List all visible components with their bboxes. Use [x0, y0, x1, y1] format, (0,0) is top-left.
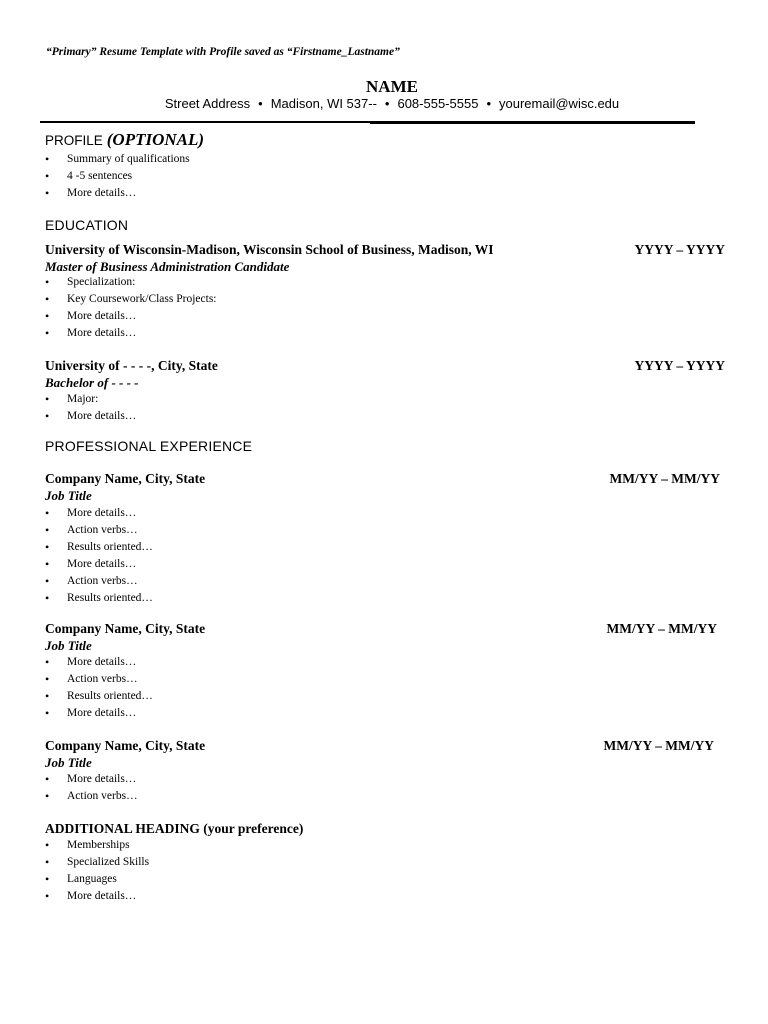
experience-company: Company Name, City, State [45, 471, 206, 486]
experience-company: Company Name, City, State [45, 621, 206, 636]
education-degree: Bachelor of - - - - [45, 375, 139, 390]
list-item: • Languages [45, 871, 149, 888]
experience-dates: MM/YY – MM/YY [606, 621, 717, 636]
list-item: • Results oriented… [45, 539, 153, 556]
contact-city: Madison, WI 537-- [270, 96, 377, 111]
header-rule-thick [370, 121, 695, 124]
education-school: University of Wisconsin-Madison, Wisconsin School of Business, Madison, WI [45, 242, 494, 257]
list-item: • Specialized Skills [45, 854, 149, 871]
profile-heading-label: PROFILE [45, 133, 103, 148]
list-item: • More details… [45, 654, 153, 671]
list-item: • More details… [45, 888, 149, 905]
education-list [45, 274, 216, 342]
experience-job-title: Job Title [45, 488, 92, 503]
experience-list [45, 505, 153, 607]
experience-company: Company Name, City, State [45, 738, 206, 753]
list-item: • More details… [45, 505, 153, 522]
list-item: • More details… [45, 325, 216, 342]
list-item: • More details… [45, 308, 216, 325]
list-item: • More details… [45, 771, 138, 788]
profile-optional-label: (OPTIONAL) [106, 130, 205, 149]
experience-dates: MM/YY – MM/YY [609, 471, 720, 486]
list-item: • More details… [45, 556, 153, 573]
list-item: • Results oriented… [45, 688, 153, 705]
additional-heading: ADDITIONAL HEADING (your preference) [45, 821, 304, 836]
education-degree: Master of Business Administration Candidate [45, 259, 290, 274]
experience-list [45, 654, 153, 722]
list-item: • Action verbs… [45, 522, 153, 539]
profile-heading [45, 130, 204, 150]
resume-name: NAME [366, 77, 418, 96]
list-item: • Action verbs… [45, 671, 153, 688]
profile-list [45, 151, 190, 202]
list-item: • More details… [45, 185, 190, 202]
list-item: • Summary of qualifications [45, 151, 190, 168]
additional-list [45, 837, 149, 905]
contact-separator: • [384, 96, 390, 111]
contact-separator: • [258, 96, 263, 111]
experience-list [45, 771, 138, 805]
list-item: • More details… [45, 705, 153, 722]
list-item: • Action verbs… [45, 573, 153, 590]
template-note: “Primary” Resume Template with Profile saved as “Firstname_Lastname” [46, 46, 400, 58]
experience-job-title: Job Title [45, 755, 92, 770]
contact-separator: • [486, 96, 491, 111]
education-list [45, 391, 136, 425]
experience-heading: PROFESSIONAL EXPERIENCE [45, 438, 253, 454]
list-item: • More details… [45, 408, 136, 425]
experience-job-title: Job Title [45, 638, 92, 653]
contact-email: youremail@wisc.edu [499, 96, 620, 111]
list-item: • Memberships [45, 837, 149, 854]
contact-line [0, 96, 768, 111]
contact-phone: 608-555-5555 [397, 96, 479, 111]
education-dates: YYYY – YYYY [634, 358, 725, 373]
education-heading: EDUCATION [45, 217, 129, 233]
education-school: University of - - - -, City, State [45, 358, 218, 373]
list-item: • Specialization: [45, 274, 216, 291]
list-item: • Key Coursework/Class Projects: [45, 291, 216, 308]
list-item: • Major: [45, 391, 136, 408]
list-item: • 4 -5 sentences [45, 168, 190, 185]
list-item: • Results oriented… [45, 590, 153, 607]
contact-street: Street Address [164, 96, 251, 111]
experience-dates: MM/YY – MM/YY [603, 738, 714, 753]
list-item: • Action verbs… [45, 788, 138, 805]
education-dates: YYYY – YYYY [634, 242, 725, 257]
